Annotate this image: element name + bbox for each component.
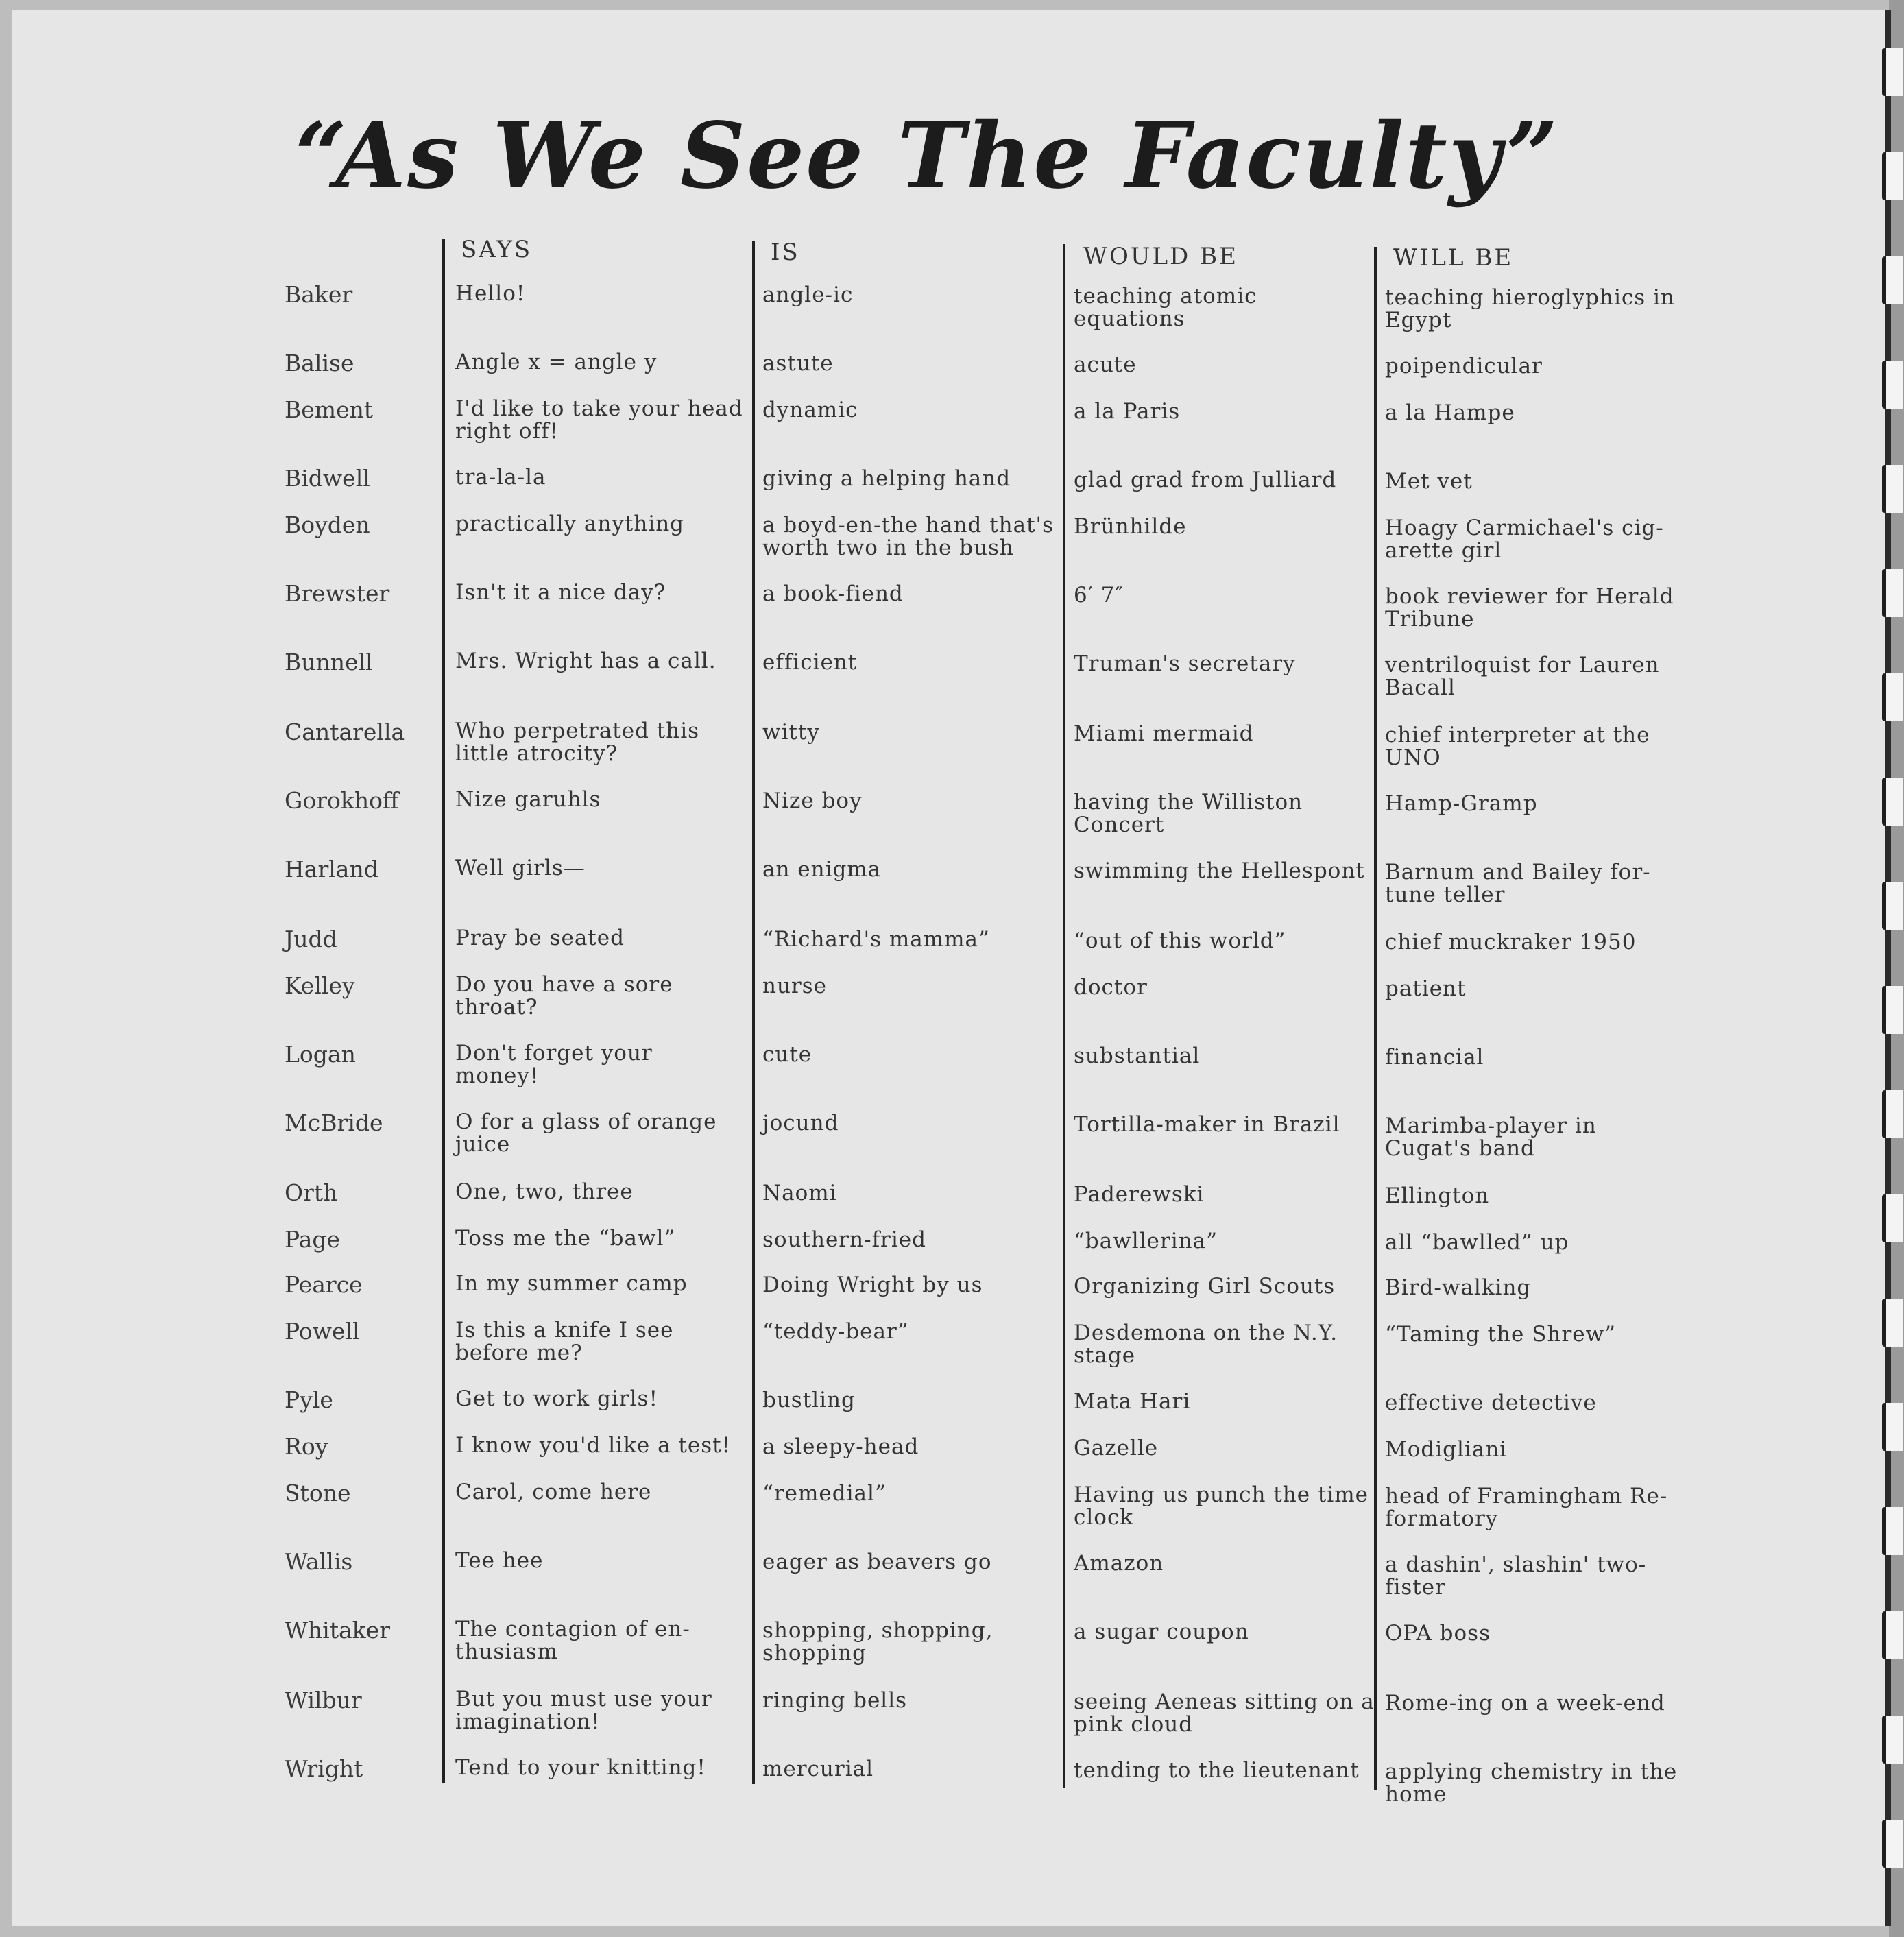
cell-is: bustling — [762, 1388, 856, 1412]
binding-ring — [1882, 569, 1903, 617]
cell-says: Carol, come here — [455, 1480, 652, 1504]
binding-ring — [1882, 361, 1903, 409]
binding-ring — [1882, 1194, 1903, 1242]
faculty-name: Whitaker — [285, 1617, 390, 1644]
cell-says: Tee hee — [455, 1548, 544, 1573]
faculty-name: Bunnell — [285, 649, 373, 675]
column-header-says: SAYS — [461, 236, 533, 263]
cell-would-be: “out of this world” — [1074, 928, 1286, 953]
cell-says: I know you'd like a test! — [455, 1433, 732, 1458]
cell-says: But you must use your imagination! — [455, 1687, 712, 1734]
cell-is: jocund — [762, 1111, 839, 1135]
cell-will-be: Bird-walking — [1385, 1275, 1532, 1300]
cell-will-be: a dashin', slashin' two-fister — [1385, 1552, 1647, 1600]
faculty-name: McBride — [285, 1109, 383, 1136]
cell-will-be: all “bawlled” up — [1385, 1230, 1569, 1255]
cell-would-be: 6′ 7″ — [1074, 583, 1124, 607]
cell-says: In my summer camp — [455, 1271, 688, 1296]
cell-says: One, two, three — [455, 1179, 634, 1204]
cell-will-be: Barnum and Bailey for-tune teller — [1385, 860, 1651, 907]
cell-would-be: acute — [1074, 352, 1137, 377]
cell-says: Well girls— — [455, 856, 586, 880]
binding-ring — [1882, 1507, 1903, 1555]
faculty-name: Kelley — [285, 972, 355, 999]
cell-will-be: Marimba-player in Cugat's band — [1385, 1114, 1597, 1161]
cell-says: Get to work girls! — [455, 1386, 658, 1411]
cell-says: I'd like to take your head right off! — [455, 396, 743, 444]
cell-is: a boyd-en-the hand that's worth two in the bush — [762, 513, 1054, 560]
cell-would-be: swimming the Hellespont — [1074, 858, 1365, 883]
cell-will-be: “Taming the Shrew” — [1385, 1322, 1616, 1347]
cell-would-be: Truman's secretary — [1074, 651, 1296, 676]
cell-says: Hello! — [455, 281, 526, 306]
cell-says: The contagion of en-thusiasm — [455, 1617, 690, 1664]
cell-would-be: Tortilla-maker in Brazil — [1074, 1112, 1340, 1137]
cell-will-be: Ellington — [1385, 1183, 1490, 1208]
cell-is: a sleepy-head — [762, 1434, 919, 1459]
column-header-will-be: WILL BE — [1393, 244, 1514, 272]
faculty-name: Brewster — [285, 580, 390, 607]
cell-is: “teddy-bear” — [762, 1319, 909, 1344]
faculty-name: Stone — [285, 1480, 351, 1506]
faculty-name: Judd — [285, 926, 337, 952]
faculty-name: Balise — [285, 350, 354, 376]
cell-would-be: having the Williston Concert — [1074, 790, 1303, 837]
binding-ring — [1882, 986, 1903, 1034]
faculty-name: Wright — [285, 1755, 363, 1782]
cell-is: giving a helping hand — [762, 466, 1011, 491]
cell-will-be: Hamp-Gramp — [1385, 791, 1538, 816]
binding-ring — [1882, 778, 1903, 826]
cell-will-be: chief interpreter at the UNO — [1385, 723, 1650, 770]
cell-says: Who perpetrated this little atrocity? — [455, 719, 700, 766]
cell-will-be: book reviewer for Herald Tribune — [1385, 584, 1674, 631]
cell-says: Nize garuhls — [455, 787, 601, 812]
cell-will-be: patient — [1385, 976, 1467, 1001]
cell-says: tra-la-la — [455, 465, 546, 490]
column-header-is: IS — [771, 239, 800, 266]
cell-is: cute — [762, 1042, 812, 1067]
cell-will-be: Rome-ing on a week-end — [1385, 1691, 1665, 1716]
binding-ring — [1882, 882, 1903, 930]
cell-is: witty — [762, 720, 820, 745]
cell-is: mercurial — [762, 1757, 874, 1781]
cell-says: Don't forget your money! — [455, 1041, 653, 1088]
cell-would-be: Paderewski — [1074, 1182, 1205, 1207]
cell-says: Is this a knife I see before me? — [455, 1318, 674, 1365]
faculty-name: Wallis — [285, 1548, 353, 1575]
cell-will-be: financial — [1385, 1045, 1484, 1070]
cell-is: dynamic — [762, 398, 858, 422]
cell-would-be: Amazon — [1074, 1551, 1164, 1576]
cell-will-be: Hoagy Carmichael's cig-arette girl — [1385, 516, 1664, 563]
cell-will-be: OPA boss — [1385, 1621, 1491, 1646]
binding-ring — [1882, 256, 1903, 304]
cell-would-be: a sugar coupon — [1074, 1620, 1249, 1644]
cell-would-be: a la Paris — [1074, 399, 1181, 424]
cell-will-be: chief muckraker 1950 — [1385, 930, 1637, 954]
binding-ring — [1882, 1090, 1903, 1138]
cell-is: angle-ic — [762, 282, 854, 307]
binding-ring — [1882, 1299, 1903, 1347]
cell-says: Tend to your knitting! — [455, 1755, 706, 1780]
binding-ring — [1882, 1403, 1903, 1451]
cell-is: Nize boy — [762, 789, 863, 813]
binding-ring — [1882, 1820, 1903, 1868]
cell-will-be: poipendicular — [1385, 354, 1543, 378]
cell-is: eager as beavers go — [762, 1550, 992, 1574]
binding-ring — [1882, 465, 1903, 513]
binding-ring — [1882, 48, 1903, 96]
cell-would-be: Having us punch the time clock — [1074, 1482, 1369, 1530]
cell-would-be: substantial — [1074, 1044, 1201, 1068]
cell-would-be: “bawllerina” — [1074, 1229, 1218, 1253]
faculty-name: Gorokhoff — [285, 787, 399, 814]
cell-is: shopping, shopping, shopping — [762, 1618, 993, 1665]
cell-will-be: a la Hampe — [1385, 400, 1515, 425]
cell-says: Toss me the “bawl” — [455, 1226, 676, 1251]
faculty-name: Orth — [285, 1179, 338, 1206]
cell-would-be: Gazelle — [1074, 1436, 1159, 1460]
cell-would-be: Desdemona on the N.Y. stage — [1074, 1321, 1338, 1368]
cell-would-be: glad grad from Julliard — [1074, 468, 1337, 492]
cell-would-be: Miami mermaid — [1074, 721, 1254, 746]
cell-is: ringing bells — [762, 1688, 908, 1713]
faculty-name: Harland — [285, 856, 378, 882]
cell-would-be: Organizing Girl Scouts — [1074, 1274, 1336, 1299]
cell-says: practically anything — [455, 512, 685, 536]
cell-is: efficient — [762, 650, 858, 675]
binding-ring — [1882, 1716, 1903, 1764]
column-divider — [442, 239, 445, 1783]
cell-would-be: tending to the lieutenant — [1074, 1758, 1360, 1783]
column-header-would-be: WOULD BE — [1083, 243, 1238, 270]
binding-ring — [1882, 673, 1903, 721]
cell-will-be: ventriloquist for Lauren Bacall — [1385, 653, 1660, 700]
cell-says: Isn't it a nice day? — [455, 580, 666, 605]
cell-is: Doing Wright by us — [762, 1273, 983, 1297]
cell-will-be: effective detective — [1385, 1391, 1597, 1415]
cell-would-be: doctor — [1074, 975, 1148, 1000]
cell-would-be: Mata Hari — [1074, 1389, 1191, 1414]
cell-is: nurse — [762, 974, 828, 998]
faculty-name: Roy — [285, 1433, 328, 1460]
page-title: “As We See The Faculty” — [295, 103, 1560, 209]
faculty-name: Wilbur — [285, 1687, 362, 1713]
cell-will-be: Met vet — [1385, 469, 1473, 494]
cell-is: southern-fried — [762, 1227, 926, 1252]
faculty-name: Powell — [285, 1318, 360, 1345]
faculty-name: Pearce — [285, 1271, 363, 1298]
cell-says: Pray be seated — [455, 926, 625, 950]
column-divider — [752, 241, 755, 1784]
cell-is: an enigma — [762, 857, 882, 882]
cell-is: a book-fiend — [762, 581, 904, 606]
faculty-name: Cantarella — [285, 719, 405, 745]
faculty-name: Bidwell — [285, 465, 370, 492]
cell-would-be: Brünhilde — [1074, 514, 1187, 539]
binding-ring — [1882, 1611, 1903, 1659]
cell-would-be: seeing Aeneas sitting on a pink cloud — [1074, 1689, 1375, 1737]
cell-will-be: head of Framingham Re-formatory — [1385, 1484, 1668, 1531]
faculty-name: Page — [285, 1226, 341, 1253]
faculty-name: Baker — [285, 281, 353, 308]
cell-says: Mrs. Wright has a call. — [455, 649, 716, 673]
cell-will-be: teaching hieroglyphics in Egypt — [1385, 285, 1675, 333]
cell-says: Angle x = angle y — [455, 350, 658, 374]
cell-is: astute — [762, 351, 834, 376]
faculty-name: Pyle — [285, 1386, 333, 1413]
faculty-name: Logan — [285, 1041, 356, 1068]
cell-will-be: applying chemistry in the home — [1385, 1759, 1678, 1807]
cell-is: Naomi — [762, 1181, 837, 1205]
cell-would-be: teaching atomic equations — [1074, 284, 1257, 331]
faculty-name: Boyden — [285, 512, 370, 538]
faculty-name: Bement — [285, 396, 374, 423]
cell-will-be: Modigliani — [1385, 1437, 1508, 1462]
binding-ring — [1882, 152, 1903, 200]
cell-is: “Richard's mamma” — [762, 927, 990, 952]
cell-says: O for a glass of orange juice — [455, 1109, 717, 1157]
cell-is: “remedial” — [762, 1481, 887, 1506]
cell-says: Do you have a sore throat? — [455, 972, 673, 1020]
